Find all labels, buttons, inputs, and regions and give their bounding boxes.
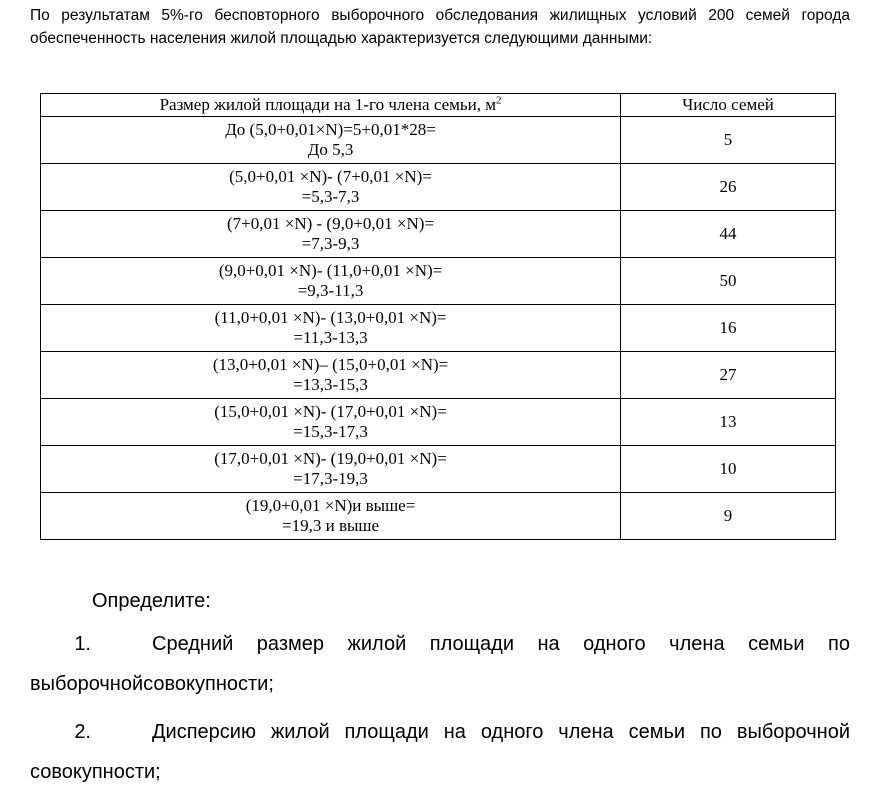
table-row (41, 446, 836, 493)
size-cell: (9,0+0,01 ×N)- (11,0+0,01 ×N)= =9,3-11,3 (41, 258, 621, 305)
housing-table (40, 93, 836, 540)
count-cell: 5 (621, 117, 836, 164)
task-item-2 (30, 712, 850, 792)
header-size: Размер жилой площади на 1-го члена семьи, $м^2$ (41, 94, 621, 117)
count-cell: 10 (621, 446, 836, 493)
size-cell: (5,0+0,01 ×N)- (7+0,01 ×N)= =5,3-7,3 (41, 164, 621, 211)
item-text: Дисперсию жилой площади на одного члена семьи по выборочной (152, 721, 850, 743)
size-cell: До (5,0+0,01×N)=5+0,01*28= До 5,3 (41, 117, 621, 164)
table-row (41, 117, 836, 164)
table-row (41, 399, 836, 446)
task-heading: Определите: (92, 590, 211, 612)
table-row (41, 493, 836, 540)
count-cell: 13 (621, 399, 836, 446)
item-text: Средний размер жилой площади на одного члена семьи по (152, 633, 850, 655)
header-count: Число семей (621, 94, 836, 117)
count-cell: 27 (621, 352, 836, 399)
table-row (41, 258, 836, 305)
count-cell: 16 (621, 305, 836, 352)
size-cell: (13,0+0,01 ×N)– (15,0+0,01 ×N)= =13,3-15,3 (41, 352, 621, 399)
item-text-continued: выборочнойсовокупности; (30, 673, 274, 695)
count-cell: 9 (621, 493, 836, 540)
table-row (41, 352, 836, 399)
table-row (41, 211, 836, 258)
task-item-1 (30, 624, 850, 704)
size-cell: (15,0+0,01 ×N)- (17,0+0,01 ×N)= =15,3-17,3 (41, 399, 621, 446)
item-number: 1. (74, 633, 91, 655)
count-cell: 50 (621, 258, 836, 305)
item-text-continued: совокупности; (30, 761, 161, 783)
size-cell: (11,0+0,01 ×N)- (13,0+0,01 ×N)= =11,3-13,3 (41, 305, 621, 352)
count-cell: 44 (621, 211, 836, 258)
size-cell: (17,0+0,01 ×N)- (19,0+0,01 ×N)= =17,3-19,3 (41, 446, 621, 493)
item-number: 2. (74, 721, 91, 743)
table-header-row (41, 94, 836, 117)
intro-paragraph: По результатам 5%-го бесповторного выборочного обследования жилищных условий 200 семей города обеспеченность населения жилой площадью характеризуется следующими данными: (30, 7, 850, 47)
size-cell: (19,0+0,01 ×N)и выше= =19,3 и выше (41, 493, 621, 540)
table-row (41, 164, 836, 211)
table-row (41, 305, 836, 352)
size-cell: (7+0,01 ×N) - (9,0+0,01 ×N)= =7,3-9,3 (41, 211, 621, 258)
count-cell: 26 (621, 164, 836, 211)
